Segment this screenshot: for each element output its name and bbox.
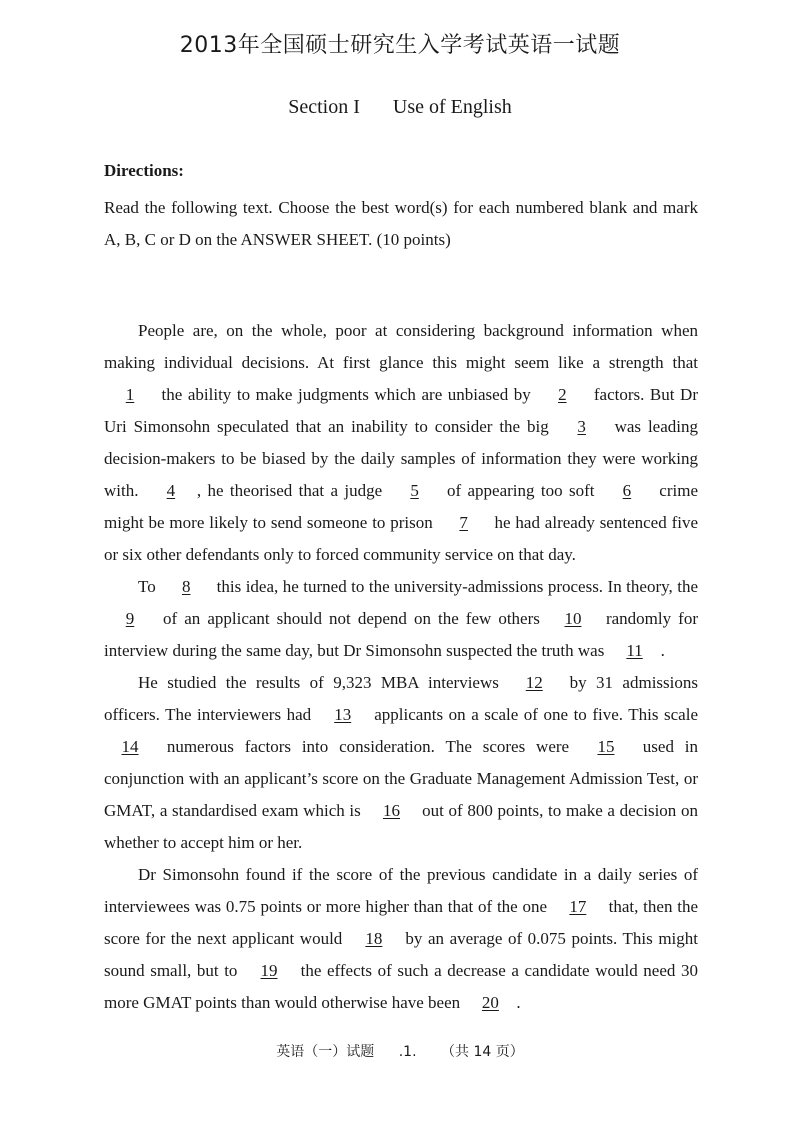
passage-text: Dr Simonsohn found if the score of the previous candidate in a daily series of interviewees was 0.75 points or more higher than that of the one bbox=[104, 865, 698, 916]
section-name: Use of English bbox=[392, 96, 512, 118]
passage-text: He studied the results of 9,323 MBA interviews bbox=[138, 673, 509, 692]
passage-text: that, then the score for the next applicant would bbox=[104, 897, 698, 948]
passage-paragraph-4 bbox=[104, 859, 698, 1019]
passage-text: To bbox=[138, 577, 161, 596]
passage-text: used in conjunction with an applicant’s score on the Graduate Management Admission Test, or GMAT, a standardised exam which is bbox=[104, 737, 698, 820]
blank-10: 10 bbox=[564, 609, 582, 628]
passage-text: of appearing too soft bbox=[440, 481, 601, 500]
passage-text: by an average of 0.075 points. This might sound small, but to bbox=[104, 929, 698, 980]
footer-subject: 英语（一）试题 bbox=[276, 1044, 375, 1060]
passage-text: by 31 admissions officers. The interviewers had bbox=[104, 673, 698, 724]
passage-text: . bbox=[660, 641, 665, 660]
passage-text: the effects of such a decrease a candidate would need 30 more GMAT points than would otherwise have been bbox=[104, 961, 698, 1012]
blank-20: 20 bbox=[481, 993, 499, 1012]
footer-page-number: .1. bbox=[398, 1044, 417, 1060]
section-heading bbox=[0, 96, 800, 119]
blank-6: 6 bbox=[622, 481, 632, 500]
passage-text: of an applicant should not depend on the few others bbox=[156, 609, 547, 628]
passage-text: . bbox=[516, 993, 521, 1012]
exam-title: 2013年全国硕士研究生入学考试英语一试题 bbox=[179, 33, 621, 58]
blank-19: 19 bbox=[260, 961, 278, 980]
blank-15: 15 bbox=[597, 737, 615, 756]
directions-heading: Directions: bbox=[104, 161, 184, 180]
blank-17: 17 bbox=[569, 897, 587, 916]
blank-18: 18 bbox=[365, 929, 383, 948]
passage-paragraph-1 bbox=[104, 315, 698, 571]
passage-text: the ability to make judgments which are unbiased by bbox=[156, 385, 537, 404]
blank-3: 3 bbox=[577, 417, 586, 436]
passage-text: applicants on a scale of one to five. This scale bbox=[368, 705, 698, 724]
passage-text: he had already sentenced five or six other defendants only to forced community service on that day. bbox=[104, 513, 698, 564]
footer-total-pages: （共 14 页） bbox=[441, 1044, 524, 1060]
blank-5: 5 bbox=[410, 481, 419, 500]
passage-paragraph-2 bbox=[104, 571, 698, 667]
blank-1: 1 bbox=[125, 385, 135, 404]
blank-8: 8 bbox=[181, 577, 191, 596]
blank-7: 7 bbox=[459, 513, 468, 532]
cloze-passage bbox=[104, 315, 698, 1019]
blank-11: 11 bbox=[626, 641, 643, 660]
directions-text: Read the following text. Choose the best word(s) for each numbered blank and mark A, B, C or D on the ANSWER SHEET. (10 points) bbox=[104, 198, 698, 249]
blank-14: 14 bbox=[121, 737, 139, 756]
blank-2: 2 bbox=[558, 385, 567, 404]
passage-text: this idea, he turned to the university-admissions process. In theory, the bbox=[212, 577, 699, 596]
blank-4: 4 bbox=[166, 481, 176, 500]
passage-text: out of 800 points, to make a decision on whether to accept him or her. bbox=[104, 801, 698, 852]
blank-13: 13 bbox=[334, 705, 352, 724]
passage-text: People are, on the whole, poor at considering background information when making individual decisions. At first glance this might seem like a strength that bbox=[104, 321, 698, 372]
blank-16: 16 bbox=[382, 801, 400, 820]
blank-9: 9 bbox=[125, 609, 135, 628]
passage-text: randomly for interview during the same day, but Dr Simonsohn suspected the truth was bbox=[104, 609, 698, 660]
section-number: Section I bbox=[288, 96, 360, 118]
passage-text: was leading decision-makers to be biased by the daily samples of information they were working with. bbox=[104, 417, 698, 500]
passage-text: factors. But Dr Uri Simonsohn speculated that an inability to consider the big bbox=[104, 385, 698, 436]
passage-text: , he theorised that a judge bbox=[196, 481, 389, 500]
page-footer bbox=[0, 1041, 800, 1061]
blank-12: 12 bbox=[525, 673, 543, 692]
passage-paragraph-3 bbox=[104, 667, 698, 859]
passage-text: crime might be more likely to send someone to prison bbox=[104, 481, 698, 532]
passage-text: numerous factors into consideration. The scores were bbox=[156, 737, 580, 756]
